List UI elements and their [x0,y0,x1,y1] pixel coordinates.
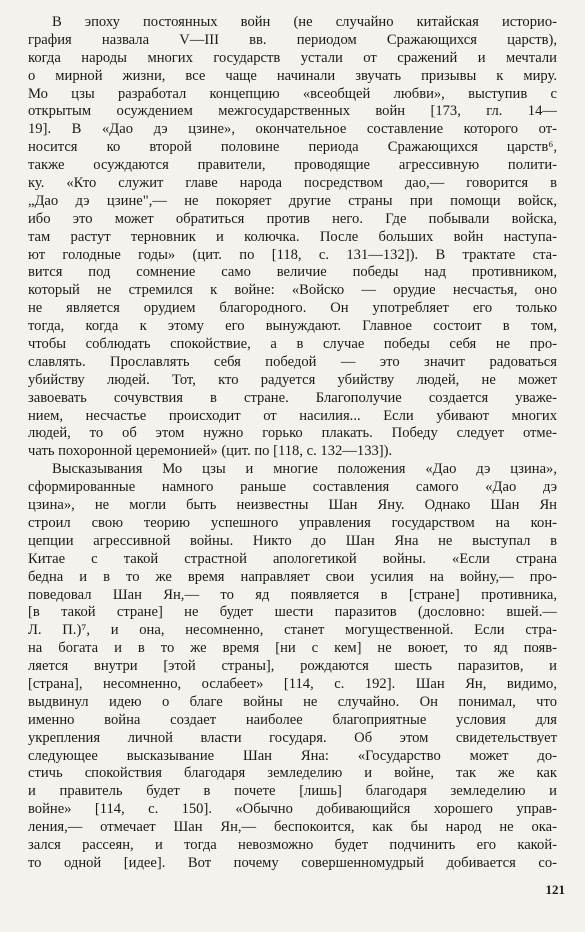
text-line: то одной [идее]. Вот почему совершенномудрый добивается со- [28,854,557,871]
text-line: „Дао дэ цзине",— не покоряет другие страны при помощи войск, [28,192,557,209]
text-line: поведовал Шан Ян,— то яд появляется в [стране] противника, [28,586,557,603]
text-line: бедна и в то же время направляет свои усилия на войну,— про- [28,568,557,585]
text-line: ляется внутри [этой страны], рождаются шесть паразитов, и [28,658,557,675]
text-line: 19]. В «Дао дэ цзине», окончательное составление которого от- [28,121,557,138]
text-line: Высказывания Мо цзы и многие положения «Дао дэ цзина», [52,461,557,478]
text-line: стичь спокойствия благодаря земледелию и войне, так же как [28,765,557,782]
text-line: зался рассеян, и тогда невозможно будет подчинить его какой- [28,836,557,853]
text-line: славлять. Прославлять себя победой — это значит радоваться [28,353,557,370]
text-line: нием, несчастье происходит от насилия... Если убивают многих [28,407,557,424]
text-line: выдвинул идею о благе войны не случайно. Он понимал, что [28,693,557,710]
text-line: о мирной жизни, все чаще начинали звучать призывы к миру. [28,67,557,84]
text-line: [страна], несомненно, ослабеет» [114, с. 192]. Шан Ян, видимо, [28,675,557,692]
text-line: который не стремился к войне: «Войско — орудие несчастья, оно [28,282,557,299]
text-line: вится под сомнение само величие победы над противником, [28,264,557,281]
text-line: следующее высказывание Шан Яна: «Государство может до- [28,747,557,764]
text-line: ют голодные годы» (цит. по [118, с. 131—132]). В трактате ста- [28,246,557,263]
body-text [28,14,557,873]
text-line: строил свою теорию успешного управления государством на кон- [28,514,557,531]
text-line: носится ко второй половине периода Сражающихся царств⁶, [28,139,557,156]
text-line: войне» [114, с. 150]. «Обычно добивающийся хорошего управ- [28,801,557,818]
text-line: ку. «Кто служит главе народа посредством дао,— говорится в [28,175,557,192]
page-number: 121 [545,882,565,897]
text-line: [в такой стране] не будет шести паразитов (дословно: вшей.— [28,604,557,621]
text-line: укрепления личной власти государя. Об этом свидетельствует [28,729,557,746]
text-line: когда народы многих государств устали от сражений и мечтали [28,49,557,66]
text-line: чтобы соблюдать спокойствие, а в случае победы себя не про- [28,336,557,353]
text-line: там растут терновник и колючка. После больших войн наступа- [28,228,557,245]
text-line: ления,— отмечает Шан Ян,— беспокоится, как бы народ не ока- [28,819,557,836]
text-line: ибо это может обратиться против него. Где побывали войска, [28,210,557,227]
text-line: также осуждаются правители, проводящие агрессивную полити- [28,157,557,174]
text-line: Китае с такой страстной апологетикой войны. «Если страна [28,550,557,567]
text-line: цзина», не могли быть неизвестны Шан Яну. Однако Шан Ян [28,497,557,514]
text-line: графия назвала V—III вв. периодом Сражающихся царств), [28,31,557,48]
text-line: убийству людей. Тот, кто радуется убийству людей, не может [28,371,557,388]
text-line: Мо цзы разработал концепцию «всеобщей любви», выступив с [28,85,557,102]
text-line: и правитель будет в почете [лишь] благодаря земледелию и [28,783,557,800]
text-line: на богата и в то же время [ни с кем] не воюет, то яд появ- [28,640,557,657]
text-line: тогда, когда к этому его вынуждают. Главное состоит в том, [28,318,557,335]
text-line: не является орудием благородного. Он употребляет его только [28,300,557,317]
text-line: цепции агрессивной войны. Никто до Шан Яна не выступал в [28,532,557,549]
text-line: В эпоху постоянных войн (не случайно китайская историо- [52,14,557,30]
text-line: открытым осуждением межгосударственных войн [173, гл. 14— [28,103,557,120]
text-line: сформированные намного раньше составления самого «Дао дэ [28,479,557,496]
text-line: Л. П.)⁷, и она, несомненно, станет могущественной. Если стра- [28,622,557,639]
text-line: людей, то об этом нужно горько плакать. Победу следует отме- [28,425,557,442]
text-line: именно война создает наиболее благоприятные условия для [28,711,557,728]
text-line: завоевать сочувствия в стране. Благополучие создается уваже- [28,389,557,406]
text-line: чать похоронной церемонией» (цит. по [118, с. 132—133]). [28,443,393,460]
